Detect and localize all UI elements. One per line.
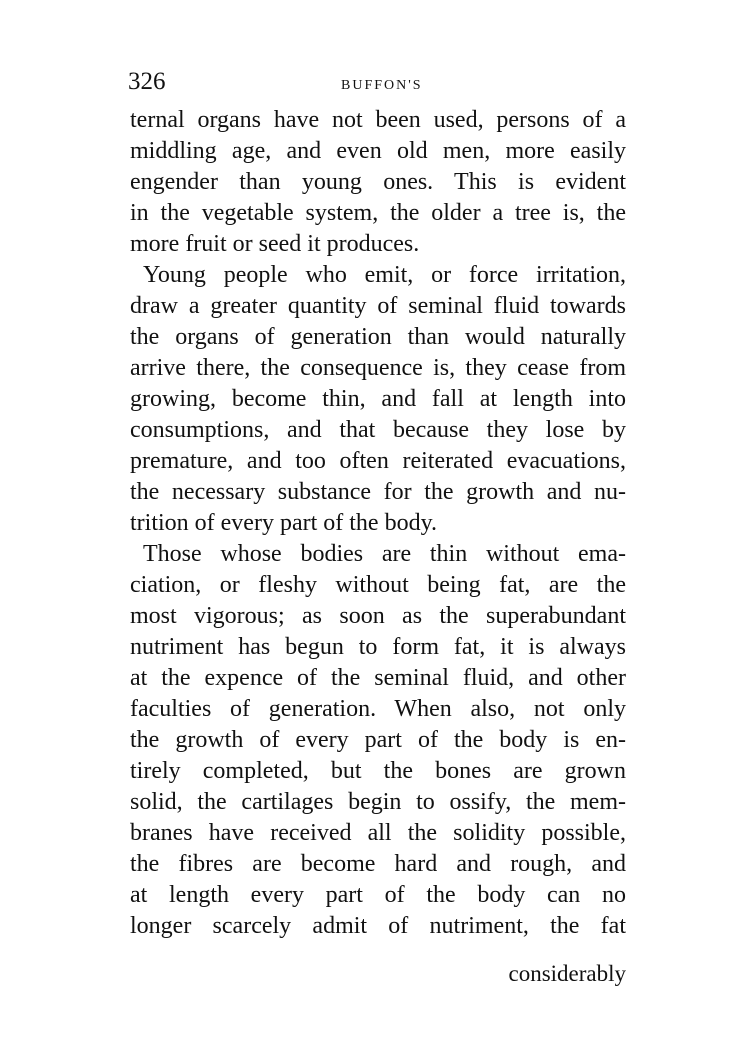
text-line: premature, and too often reiterated evacuations, [130,448,626,474]
text-line: the fibres are become hard and rough, and [130,851,626,877]
text-line: arrive there, the consequence is, they cease from [130,355,626,381]
text-line: most vigorous; as soon as the superabundant [130,603,626,629]
text-line: middling age, and even old men, more easily [130,138,626,164]
text-line: ternal organs have not been used, persons of a [130,107,626,133]
text-line: the growth of every part of the body is en- [130,727,626,753]
text-line: draw a greater quantity of seminal fluid towards [130,293,626,319]
text-line: nutriment has begun to form fat, it is always [130,634,626,660]
text-line: the necessary substance for the growth and nu- [130,479,626,505]
text-line: growing, become thin, and fall at length into [130,386,626,412]
body-text [130,105,626,942]
text-line: solid, the cartilages begin to ossify, the mem- [130,789,626,815]
text-line: engender than young ones. This is evident [130,169,626,195]
text-line: consumptions, and that because they lose by [130,417,626,443]
text-line: tirely completed, but the bones are grown [130,758,626,784]
text-line: faculties of generation. When also, not only [130,696,626,722]
text-line: more fruit or seed it produces. [130,231,420,257]
text-line: at length every part of the body can no [130,882,626,908]
text-line: ciation, or fleshy without being fat, are the [130,572,626,598]
paragraph-start-line: Young people who emit, or force irritation, [143,262,626,288]
text-line: longer scarcely admit of nutriment, the fat [130,913,626,939]
text-line: trition of every part of the body. [130,510,438,536]
catchword: considerably [508,961,626,986]
running-title: BUFFON'S [341,78,423,93]
paragraph-start-line: Those whose bodies are thin without ema- [143,541,626,567]
running-head [128,66,628,98]
text-line: the organs of generation than would naturally [130,324,626,350]
text-line: at the expence of the seminal fluid, and other [130,665,626,691]
text-line: branes have received all the solidity possible, [130,820,626,846]
page-number: 326 [128,68,166,95]
text-line: in the vegetable system, the older a tree is, the [130,200,626,226]
